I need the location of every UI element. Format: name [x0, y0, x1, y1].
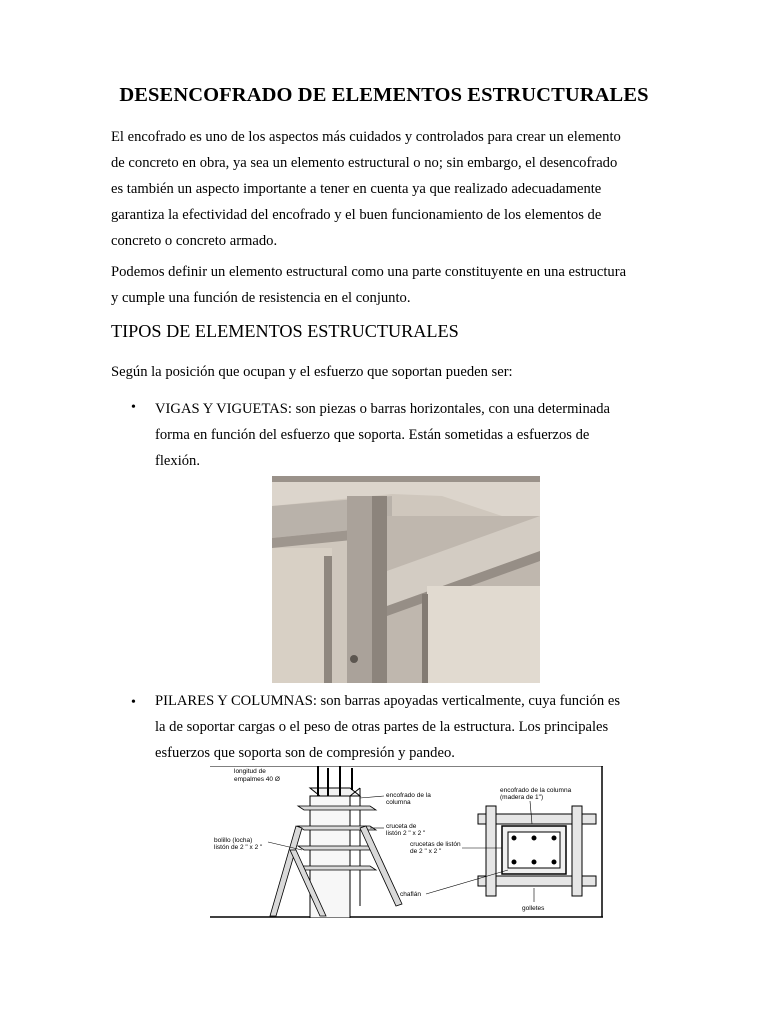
- bullet-line: VIGAS Y VIGUETAS: son piezas o barras horizontales, con una determinada: [155, 401, 611, 417]
- label-longitud-2: empalmes 40 Ø: [234, 776, 280, 783]
- bullet-line: esfuerzos que soporta son de compresión y pandeo.: [155, 745, 455, 761]
- bullet-pilares: [155, 688, 675, 766]
- bullet-icon: •: [131, 400, 136, 415]
- label-golletes: golletes: [522, 905, 545, 912]
- label-encofrado: encofrado de la: [386, 792, 431, 799]
- bullet-vigas: [155, 396, 675, 474]
- beams-photo: [272, 476, 540, 683]
- label-encofrado-columna-2: (madera de 1"): [500, 794, 544, 801]
- label-chaflan: chaflán: [400, 891, 421, 898]
- intro-line: garantiza la efectividad del encofrado y el buen funcionamiento de los elementos de: [111, 207, 602, 223]
- beams-photo-image: [272, 476, 540, 683]
- document-title: DESENCOFRADO DE ELEMENTOS ESTRUCTURALES: [119, 84, 649, 106]
- definition-line: y cumple una función de resistencia en el conjunto.: [111, 290, 411, 306]
- label-encofrado-columna: encofrado de la columna: [500, 787, 572, 794]
- label-crucetas-liston: crucetas de listón: [410, 841, 461, 848]
- intro-line: es también un aspecto importante a tener en cuenta ya que realizado adecuadamente: [111, 181, 602, 197]
- section-intro-line: Según la posición que ocupan y el esfuerzo que soportan pueden ser:: [111, 364, 513, 380]
- section-intro: [111, 359, 661, 385]
- column-formwork-diagram: [210, 766, 603, 918]
- definition-paragraph: [111, 259, 661, 311]
- column-formwork-drawing: [210, 766, 603, 918]
- intro-line: El encofrado es uno de los aspectos más cuidados y controlados para crear un elemento: [111, 129, 621, 145]
- bullet-line: la de soportar cargas o el peso de otras partes de la estructura. Los principales: [155, 719, 609, 735]
- label-cruceta-2: listón 2 " x 2 ": [386, 830, 426, 837]
- intro-line: de concreto en obra, ya sea un elemento estructural o no; sin embargo, el desencofrado: [111, 155, 618, 171]
- label-tornillo-2: listón de 2 " x 2 ": [214, 844, 263, 851]
- label-tornillo: bolillo (locha): [214, 837, 253, 844]
- bullet-icon: •: [131, 695, 136, 710]
- bullet-line: flexión.: [155, 453, 200, 469]
- label-encofrado-2: columna: [386, 799, 411, 806]
- bullet-line: forma en función del esfuerzo que soporta. Están sometidas a esfuerzos de: [155, 427, 590, 443]
- section-heading: TIPOS DE ELEMENTOS ESTRUCTURALES: [111, 321, 459, 341]
- label-longitud: longitud de: [234, 768, 266, 775]
- bullet-line: PILARES Y COLUMNAS: son barras apoyadas verticalmente, cuya función es: [155, 693, 621, 709]
- definition-line: Podemos definir un elemento estructural como una parte constituyente en una estructura: [111, 264, 627, 280]
- intro-line: concreto o concreto armado.: [111, 233, 278, 249]
- intro-paragraph: [111, 124, 661, 254]
- label-crucetas-liston-2: de 2 " x 2 ": [410, 848, 442, 855]
- label-cruceta: cruceta de: [386, 823, 417, 830]
